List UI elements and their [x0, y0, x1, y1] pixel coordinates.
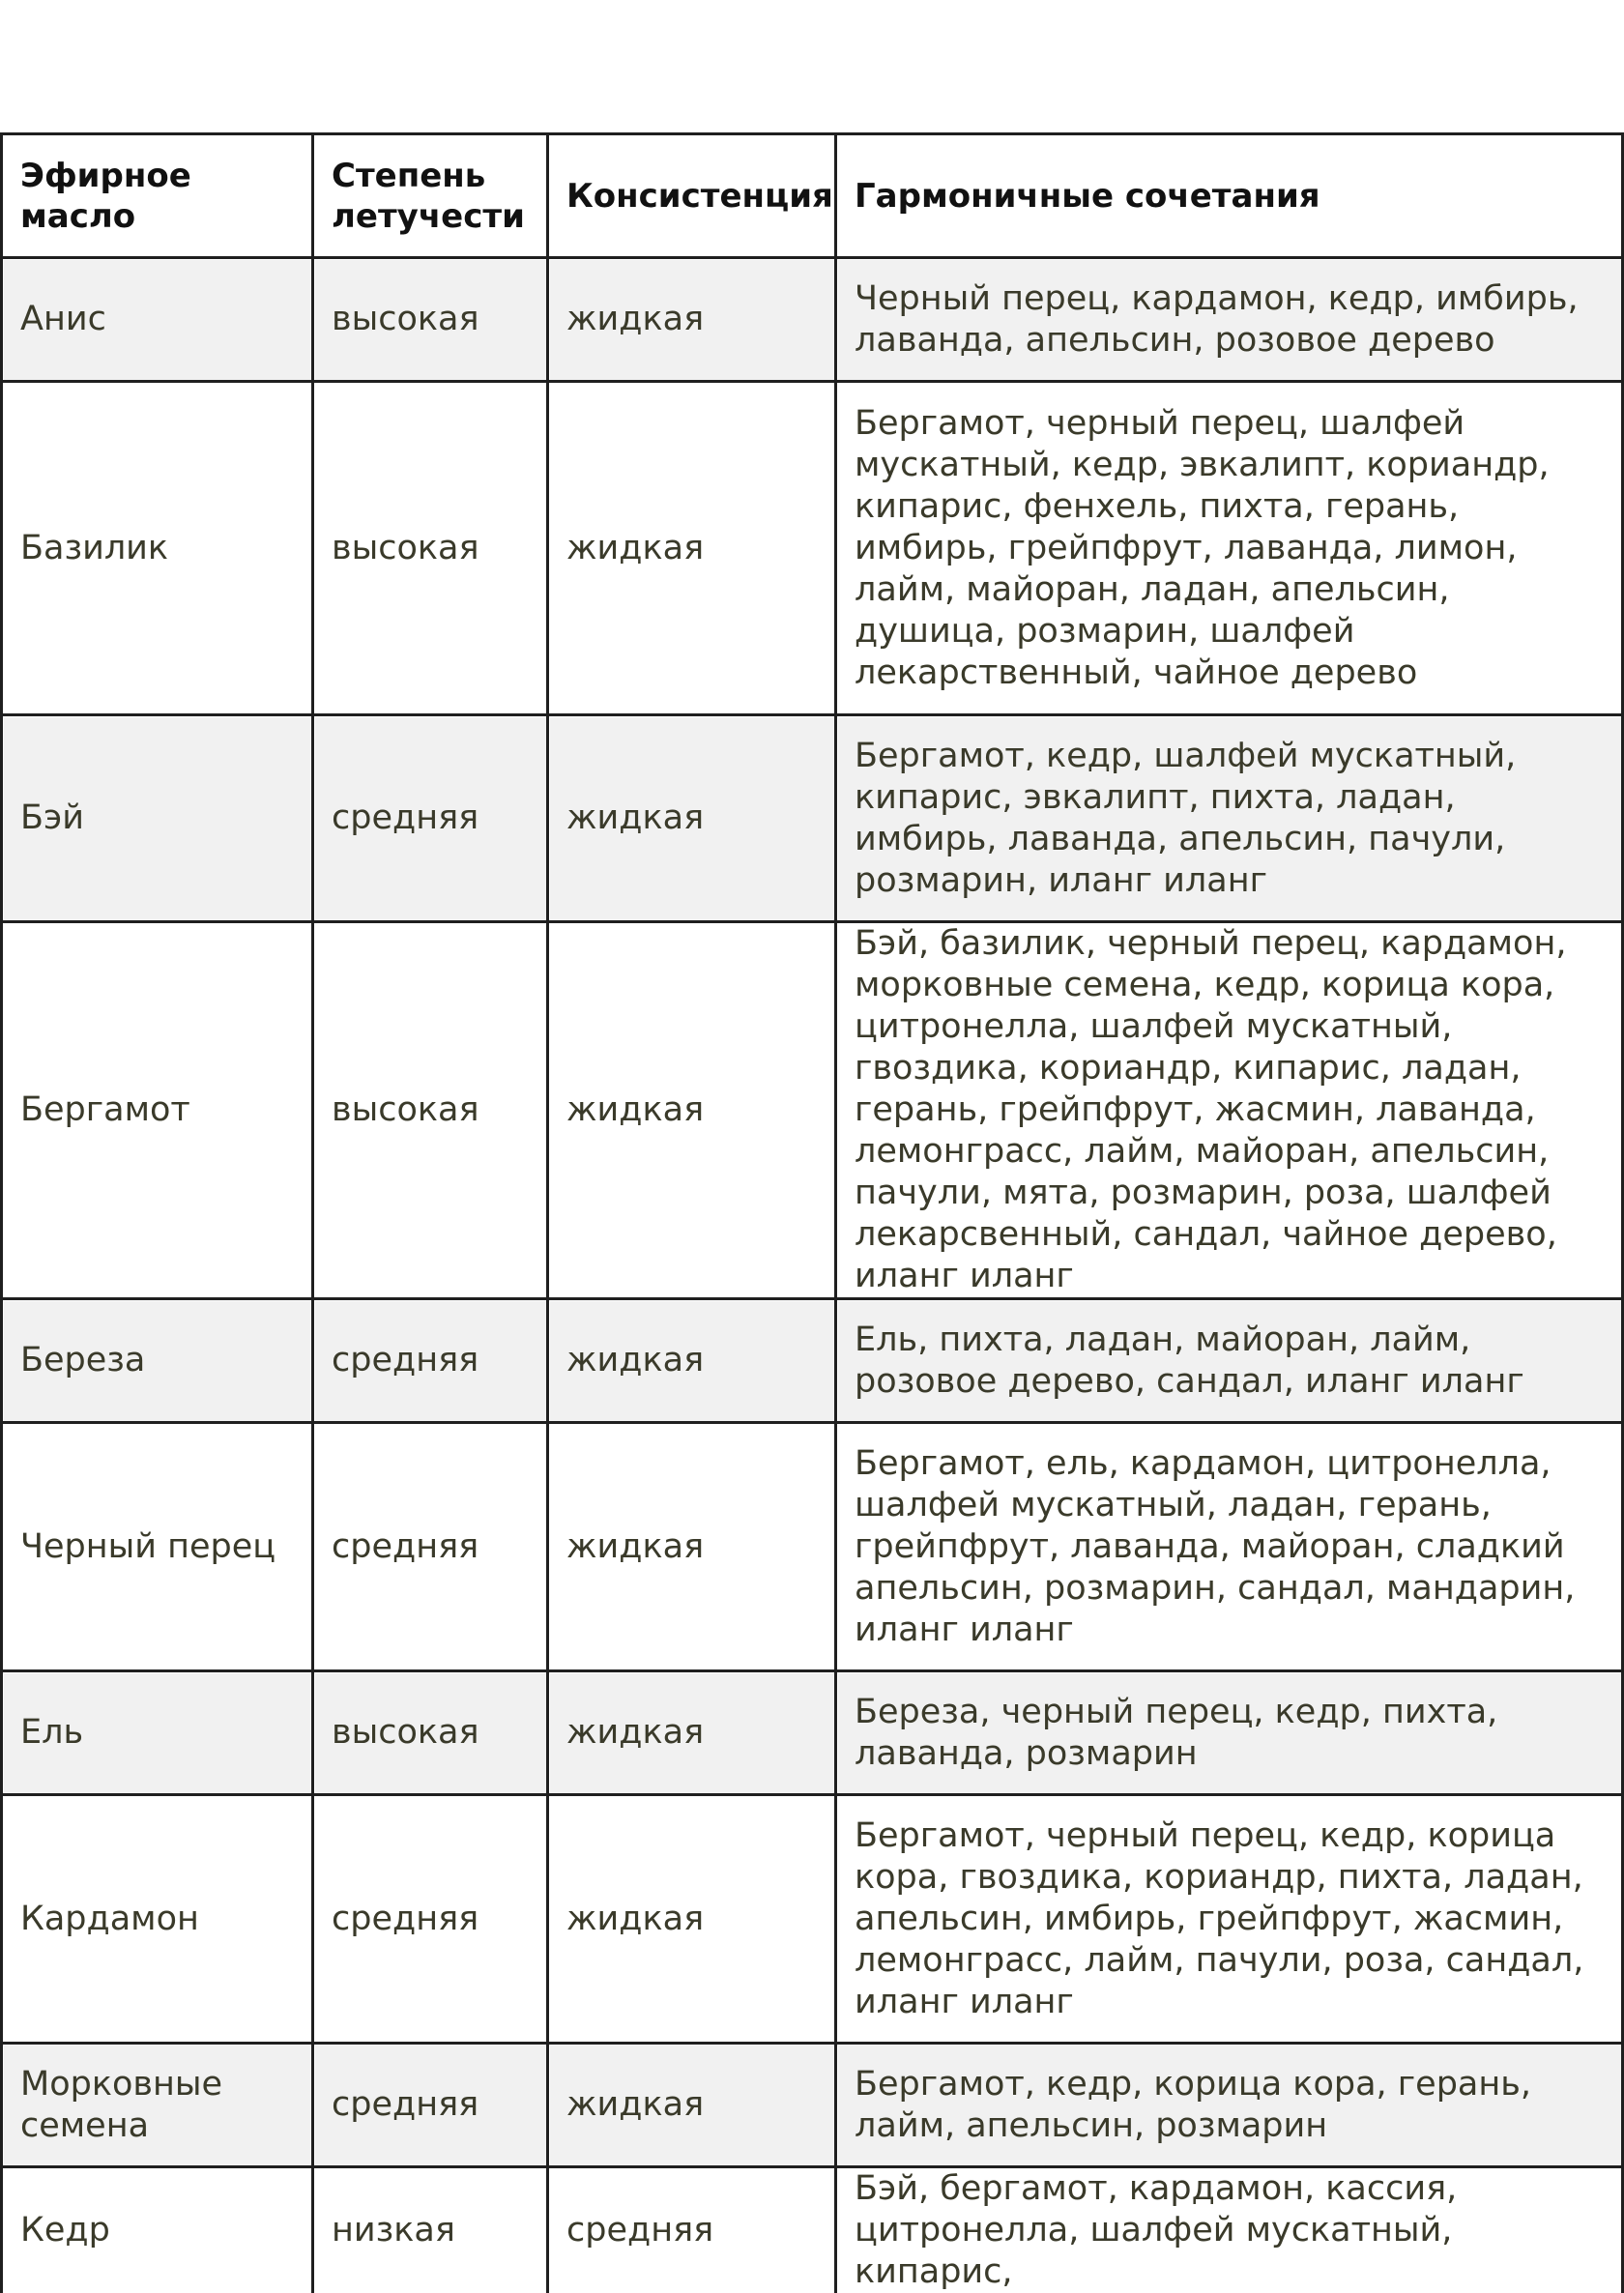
cell-combinations: Бергамот, черный перец, шалфей мускатный, кедр, эвкалипт, кориандр, кипарис, фенхель, пихта, герань, имбирь, грейпфрут, лаванда, лимон, лайм, майоран, ладан, апельсин, душица, розмарин, шалфей лекарственный, чайное дерево	[834, 380, 1624, 713]
header-oil: Эфирное масло	[0, 132, 311, 256]
cell-volatility: высокая	[311, 380, 546, 713]
cell-combinations: Черный перец, кардамон, кедр, имбирь, лаванда, апельсин, розовое дерево	[834, 256, 1624, 380]
table-row	[0, 1297, 1624, 1421]
cell-consistency: жидкая	[546, 1793, 834, 2042]
table-row	[0, 256, 1624, 380]
cell-consistency: жидкая	[546, 256, 834, 380]
cell-combinations: Бэй, бергамот, кардамон, кассия, цитронелла, шалфей мускатный, кипарис,	[834, 2165, 1624, 2293]
cell-consistency: жидкая	[546, 1297, 834, 1421]
header-combinations: Гармоничные сочетания	[834, 132, 1624, 256]
cell-combinations: Бергамот, кедр, шалфей мускатный, кипарис, эвкалипт, пихта, ладан, имбирь, лаванда, апельсин, пачули, розмарин, иланг иланг	[834, 713, 1624, 920]
cell-consistency: жидкая	[546, 380, 834, 713]
cell-consistency: жидкая	[546, 920, 834, 1297]
cell-consistency: жидкая	[546, 2042, 834, 2165]
cell-oil: Кардамон	[0, 1793, 311, 2042]
cell-consistency: жидкая	[546, 1669, 834, 1793]
cell-combinations: Ель, пихта, ладан, майоран, лайм, розовое дерево, сандал, иланг иланг	[834, 1297, 1624, 1421]
table-header-row	[0, 132, 1624, 256]
cell-combinations: Бэй, базилик, черный перец, кардамон, морковные семена, кедр, корица кора, цитронелла, шалфей мускатный, гвоздика, кориандр, кипарис, ладан, герань, грейпфрут, жасмин, лаванда, лемонграсс, лайм, майоран, апельсин, пачули, мята, розмарин, роза, шалфей лекарсвенный, сандал, чайное дерево, иланг иланг	[834, 920, 1624, 1297]
table-row	[0, 380, 1624, 713]
table-row	[0, 1669, 1624, 1793]
cell-oil: Базилик	[0, 380, 311, 713]
cell-combinations: Бергамот, ель, кардамон, цитронелла, шалфей мускатный, ладан, герань, грейпфрут, лаванда, майоран, сладкий апельсин, розмарин, сандал, мандарин, иланг иланг	[834, 1421, 1624, 1669]
table-row	[0, 1793, 1624, 2042]
cell-oil: Анис	[0, 256, 311, 380]
cell-oil: Береза	[0, 1297, 311, 1421]
cell-oil: Морковные семена	[0, 2042, 311, 2165]
cell-oil: Бергамот	[0, 920, 311, 1297]
cell-consistency: средняя	[546, 2165, 834, 2293]
table-row	[0, 2042, 1624, 2165]
table-row	[0, 2165, 1624, 2293]
cell-oil: Черный перец	[0, 1421, 311, 1669]
cell-oil: Ель	[0, 1669, 311, 1793]
cell-oil: Бэй	[0, 713, 311, 920]
table-row	[0, 713, 1624, 920]
cell-volatility: высокая	[311, 256, 546, 380]
cell-oil: Кедр	[0, 2165, 311, 2293]
essential-oils-table	[0, 132, 1624, 2293]
cell-volatility: высокая	[311, 920, 546, 1297]
cell-consistency: жидкая	[546, 713, 834, 920]
cell-volatility: высокая	[311, 1669, 546, 1793]
cell-combinations: Бергамот, черный перец, кедр, корица кора, гвоздика, кориандр, пихта, ладан, апельсин, имбирь, грейпфрут, жасмин, лемонграсс, лайм, пачули, роза, сандал, иланг иланг	[834, 1793, 1624, 2042]
table-row	[0, 1421, 1624, 1669]
cell-consistency: жидкая	[546, 1421, 834, 1669]
table-row	[0, 920, 1624, 1297]
cell-volatility: средняя	[311, 1297, 546, 1421]
header-volatility: Степень летучести	[311, 132, 546, 256]
cell-volatility: средняя	[311, 1421, 546, 1669]
cell-volatility: низкая	[311, 2165, 546, 2293]
cell-combinations: Бергамот, кедр, корица кора, герань, лайм, апельсин, розмарин	[834, 2042, 1624, 2165]
header-consistency: Консистенция	[546, 132, 834, 256]
cell-volatility: средняя	[311, 713, 546, 920]
cell-volatility: средняя	[311, 2042, 546, 2165]
cell-volatility: средняя	[311, 1793, 546, 2042]
oil-table-container	[0, 132, 1624, 2293]
cell-combinations: Береза, черный перец, кедр, пихта, лаванда, розмарин	[834, 1669, 1624, 1793]
